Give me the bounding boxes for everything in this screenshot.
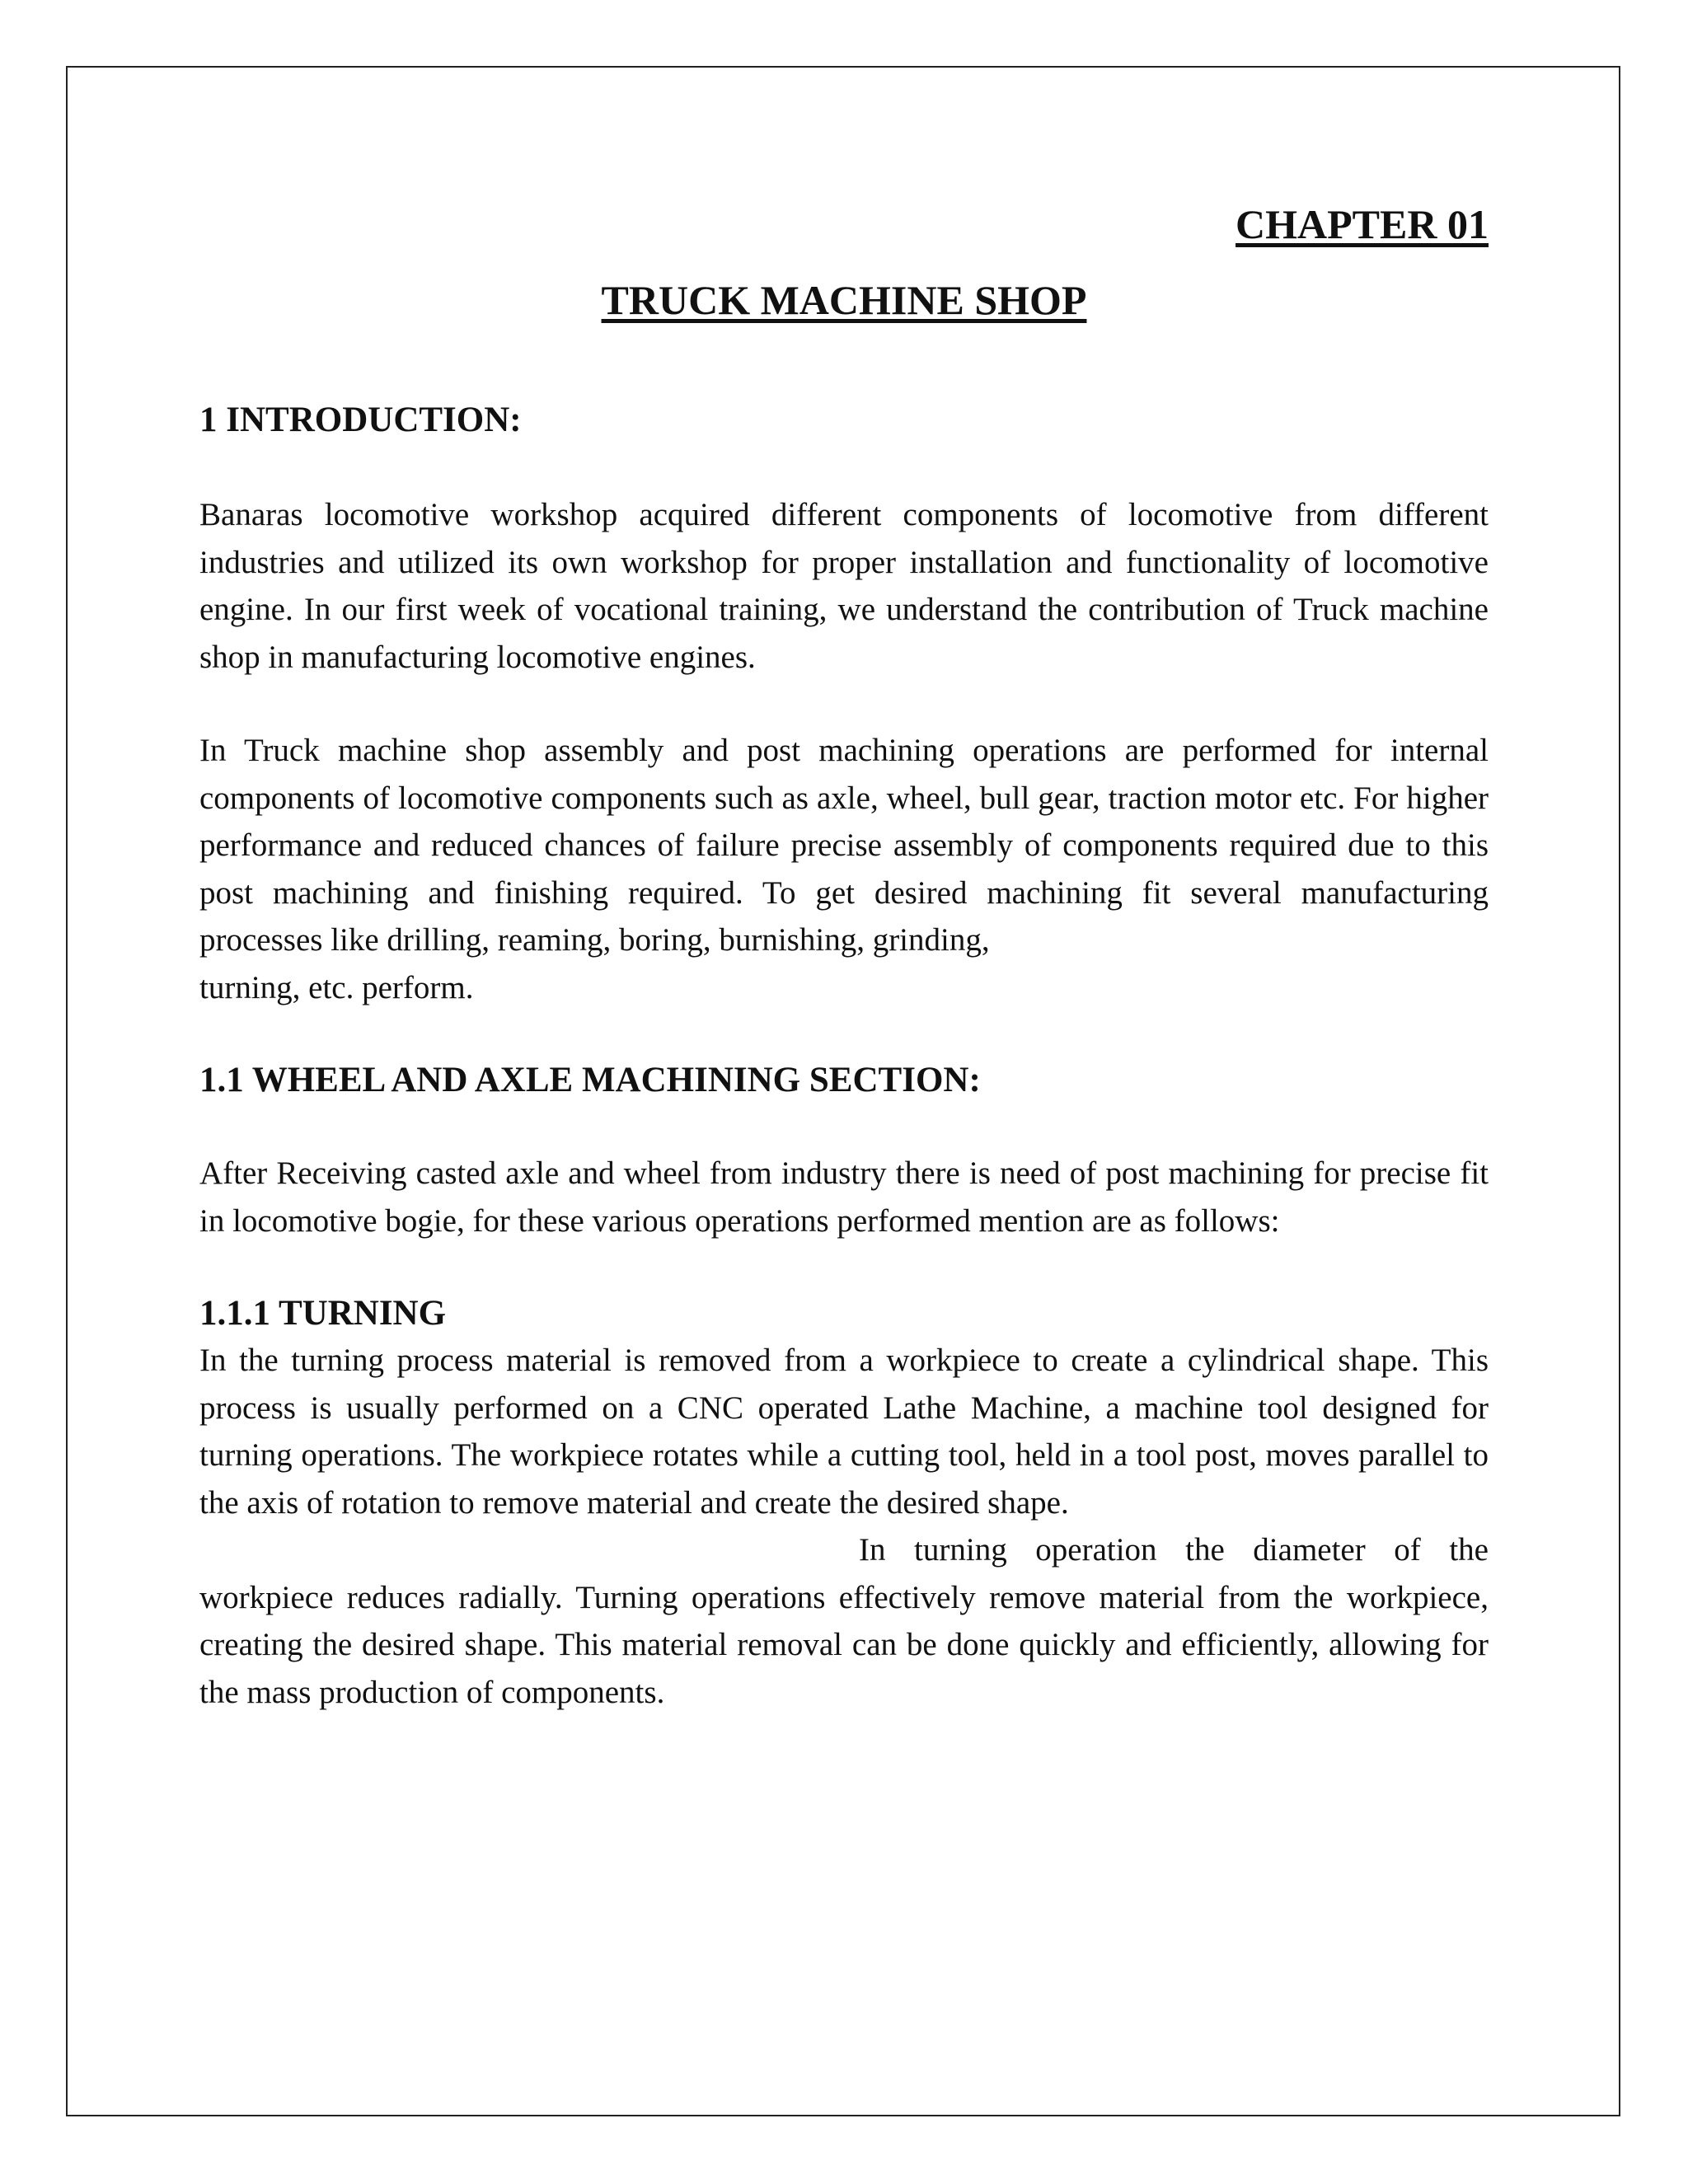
chapter-label: CHAPTER 01 bbox=[1236, 201, 1489, 247]
intro-paragraph-2-continuation: turning, etc. perform. bbox=[199, 969, 474, 1005]
chapter-title: TRUCK MACHINE SHOP bbox=[601, 277, 1087, 323]
intro-paragraph-2: In Truck machine shop assembly and post machining operations are performed for internal components of locomotive components such as axle, wheel, bull gear, traction motor etc. For higher performance and reduced chances of failure precise assembly of components required due to this post machining and finishing required. To get desired machining fit several manufacturing processes like drilling, reaming, boring, burnishing, grinding, bbox=[199, 733, 1489, 958]
turning-paragraph-1: In the turning process material is removed from a workpiece to create a cylindrical shape. This process is usually performed on a CNC operated Lathe Machine, a machine tool designed for turning operations. The workpiece rotates while a cutting tool, held in a tool post, moves parallel to the axis of rotation to remove material and create the desired shape. bbox=[199, 1343, 1489, 1521]
wheel-axle-paragraph: After Receiving casted axle and wheel from industry there is need of post machining for precise fit in locomotive bogie, for these various operations performed mention are as follows: bbox=[199, 1155, 1489, 1239]
document-body bbox=[199, 198, 1489, 1716]
intro-heading: 1 INTRODUCTION: bbox=[199, 401, 522, 439]
intro-paragraph-1: Banaras locomotive workshop acquired different components of locomotive from different industries and utilized its own workshop for proper installation and functionality of locomotive engine. In our first week of vocational training, we understand the contribution of Truck machine shop in manufacturing locomotive engines. bbox=[199, 497, 1489, 675]
turning-heading: 1.1.1 TURNING bbox=[199, 1294, 447, 1333]
wheel-axle-heading: 1.1 WHEEL AND AXLE MACHINING SECTION: bbox=[199, 1061, 981, 1099]
turning-paragraph-2: In turning operation the diameter of the workpiece reduces radially. Turning operations effectively remove material from the workpiece, creating the desired shape. This material removal can be done quickly and efficiently, allowing for the mass production of components. bbox=[199, 1532, 1489, 1710]
